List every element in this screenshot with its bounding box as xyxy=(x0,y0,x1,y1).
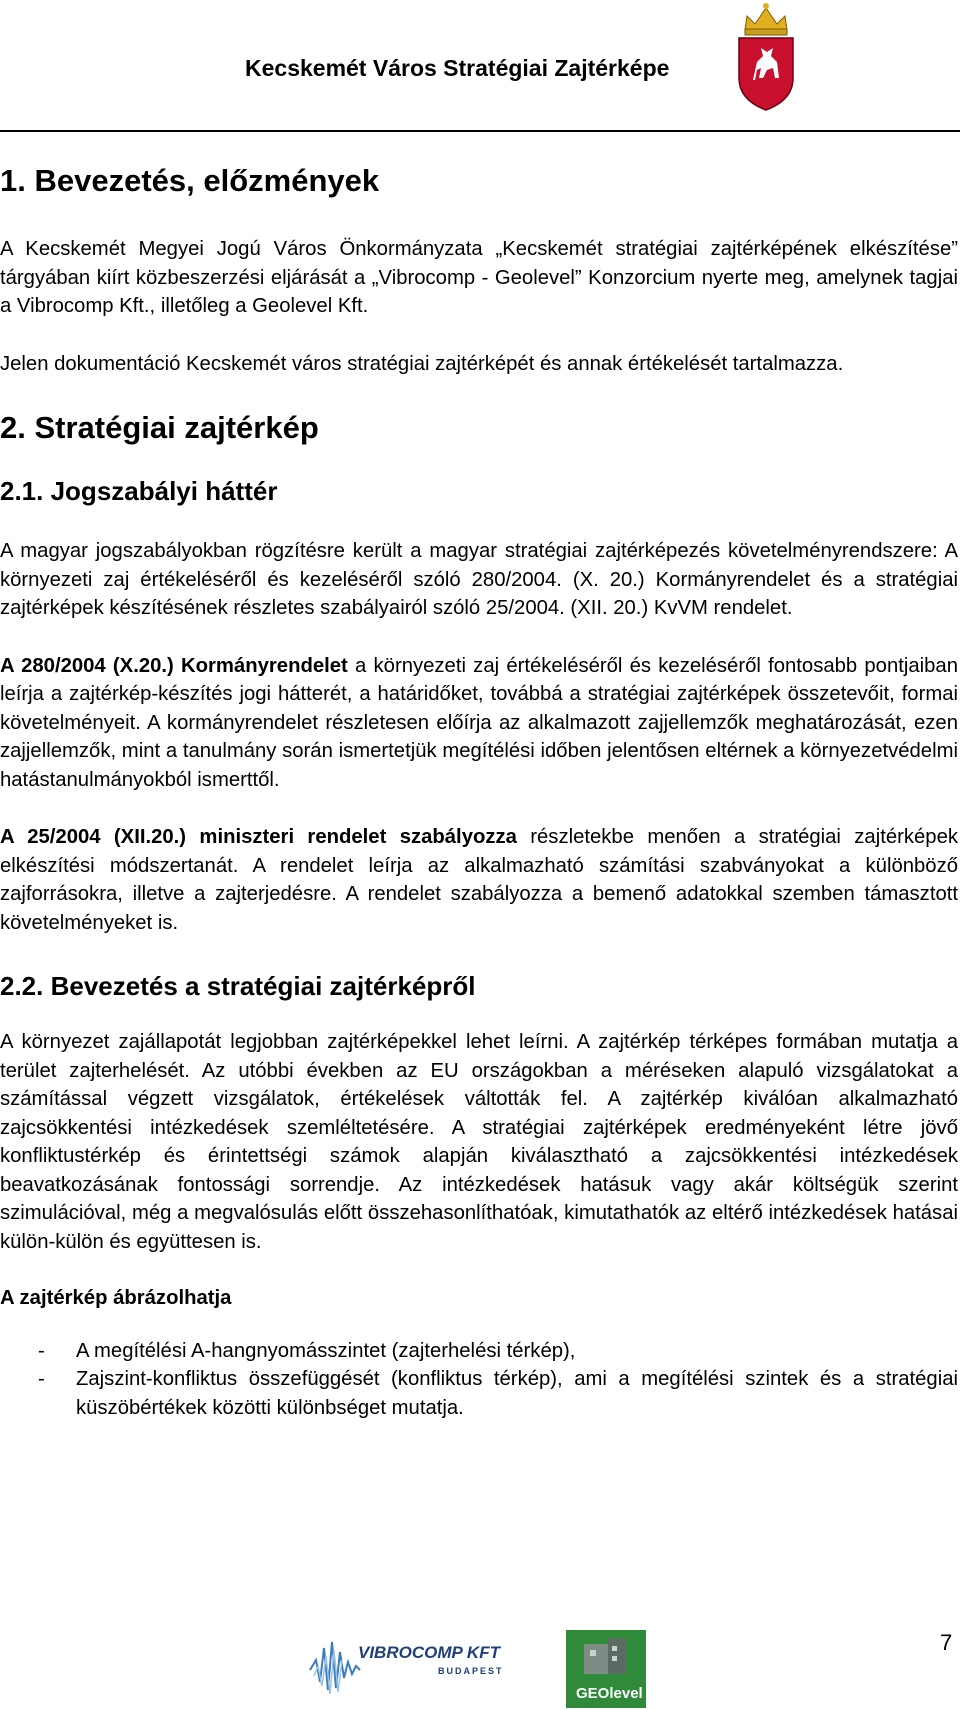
header-divider xyxy=(0,130,960,132)
list-dash: - xyxy=(38,1368,45,1390)
section-2-1-paragraph-2-text: a környezeti zaj értékeléséről és kezeléséről fontosabb pontjaiban leírja a zajtérkép-készítés jogi hátterét, a határidőket, továbbá a stratégiai zajtérképek összetevőit, formai követelményeit. A kormányrendelet részletesen előírja az alkalmazott zajjellemzők meghatározását, ezen zajjellemzők, mint a tanulmány során ismertetjük megítélési időben jelentősen eltérnek a környezetvédelmi hatástanulmányokból ismerttől. xyxy=(0,654,958,791)
vibrocomp-logo xyxy=(310,1642,504,1694)
list-dash: - xyxy=(38,1339,45,1362)
vibrocomp-logo-text: VIBROCOMP KFT xyxy=(358,1643,500,1662)
section-2-1-paragraph-2 xyxy=(0,652,958,795)
geolevel-logo xyxy=(566,1630,646,1708)
list-item xyxy=(0,1365,958,1422)
section-2-2-heading: 2.2. Bevezetés a stratégiai zajtérképről xyxy=(0,971,476,1001)
section-2-heading: 2. Stratégiai zajtérkép xyxy=(0,410,319,445)
section-2-1-heading: 2.1. Jogszabályi háttér xyxy=(0,476,278,506)
section-2-2-paragraph-1: A környezet zajállapotát legjobban zajtérképekkel lehet leírni. A zajtérkép térképes formában mutatja a terület zajterhelését. Az utóbbi években az EU országokban a méréseken alapuló vizsgálatokat a számítással végzett vizsgálatok, értékelések váltották fel. A zajtérkép kiválóan alkalmazható zajcsökkentési intézkedések szemléltetésére. A stratégiai zajtérképek eredményeként létre jövő konfliktustérkép és érintettségi számok alapján kiválasztható a zajcsökkentési intézkedések beavatkozásának fontossági sorrendje. Az intézkedések hatásuk vagy akár költségük szerint szimulációval, még a megvalósulás előtt összehasonlíthatóak, kimutathatók az eltérő intézkedések hatásai külön-külön és együttesen is. xyxy=(0,1031,958,1253)
section-1-paragraph-1: A Kecskemét Megyei Jogú Város Önkormányzata „Kecskemét stratégiai zajtérképének elkészítése” tárgyában kiírt közbeszerzési eljárását a „Vibrocomp - Geolevel” Konzorcium nyerte meg, amelynek tagjai a Vibrocomp Kft., illetőleg a Geolevel Kft. xyxy=(0,238,958,317)
list-item-text: Zajszint-konfliktus összefüggését (konfliktus térkép), ami a megítélési szintek és a stratégiai küszöbértékek közötti különbséget mutatja. xyxy=(76,1368,958,1419)
geolevel-logo-text: GEOlevel xyxy=(576,1685,643,1702)
footer-logos xyxy=(308,1630,648,1708)
list-label: A zajtérkép ábrázolhatja xyxy=(0,1287,232,1309)
decree-280-reference: A 280/2004 (X.20.) Kormányrendelet xyxy=(0,654,348,677)
depiction-list xyxy=(0,1337,958,1423)
document-header-title: Kecskemét Város Stratégiai Zajtérképe xyxy=(245,55,670,81)
page-number: 7 xyxy=(940,1630,953,1655)
list-item xyxy=(0,1337,958,1366)
list-item-text: A megítélési A-hangnyomásszintet (zajterhelési térkép), xyxy=(76,1339,576,1362)
section-2-1-paragraph-1: A magyar jogszabályokban rögzítésre került a magyar stratégiai zajtérképezés követelményrendszere: A környezeti zaj értékeléséről és kezeléséről szóló 280/2004. (X. 20.) Kormányrendelet és a stratégiai zajtérképek készítésének részletes szabályairól szóló 25/2004. (XII. 20.) KvVM rendelet. xyxy=(0,540,958,619)
section-2-1-paragraph-3-text: részletekbe menően a stratégiai zajtérképek elkészítési módszertanát. A rendelet leírja az alkalmazható számítási szabványokat a különböző zajforrásokra, illetve a zajterjedésre. A rendelet szabályozza a bemenő adatokkal szemben támasztott követelményeket is. xyxy=(0,826,958,934)
section-1-heading: 1. Bevezetés, előzmények xyxy=(0,163,380,198)
coat-of-arms-logo xyxy=(733,0,799,112)
vibrocomp-logo-subtext: BUDAPEST xyxy=(438,1666,504,1676)
decree-25-reference: A 25/2004 (XII.20.) miniszteri rendelet szabályozza xyxy=(0,826,517,848)
section-2-1-paragraph-3 xyxy=(0,823,958,937)
document-body xyxy=(0,152,958,1422)
section-1-paragraph-2: Jelen dokumentáció Kecskemét város stratégiai zajtérképét és annak értékelését tartalmazza. xyxy=(0,352,844,375)
